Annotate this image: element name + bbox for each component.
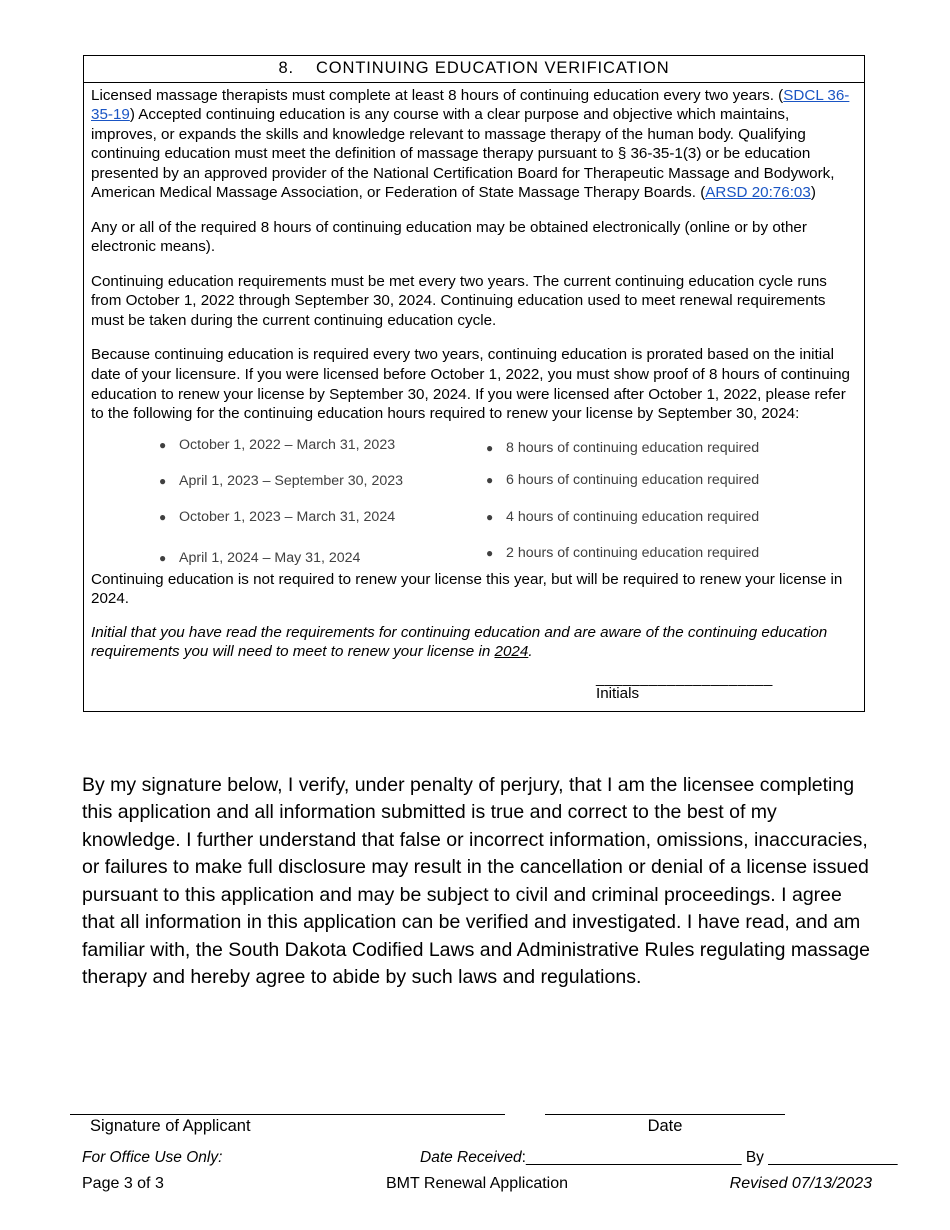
paragraph-text-part3: ) xyxy=(810,184,816,202)
bullet-icon: ● xyxy=(486,440,494,455)
form-name-label: BMT Renewal Application xyxy=(385,1175,569,1192)
paragraph-prorated-intro: Because continuing education is required every two years, continuing education is prorated based on the initial date of your licensure. If you were licensed before October 1, 2022, you must show proof of 8 hours of continuing education to renew your license by September 30, 2024. If you were licensed after October 1, 2022, please refer to the following for the continuing education hours required to renew your license by September 30, 2024: xyxy=(91,346,850,423)
paragraph-cycle-dates: Continuing education requirements must be met every two years. The current continuing education cycle runs from October 1, 2022 through September 30, 2024. Continuing education used to meet renewal requirements must be taken during the current continuing education cycle. xyxy=(91,272,827,329)
paragraph-text-part1: Licensed massage therapists must complete at least 8 hours of continuing education every two years. ( xyxy=(91,86,784,104)
list-item-label: October 1, 2023 – March 31, 2024 xyxy=(179,508,396,525)
section-heading: 8. CONTINUING EDUCATION VERIFICATION xyxy=(84,56,864,83)
arsd-20-76-03-link[interactable]: ARSD 20:76:03 xyxy=(705,184,811,202)
revised-date-label: Revised 07/13/2023 xyxy=(729,1175,872,1192)
paragraph-electronic-hours: Any or all of the required 8 hours of continuing education may be obtained electronically (online or by other electronic means). xyxy=(91,218,807,256)
signature-label: Signature of Applicant xyxy=(90,1117,251,1135)
initial-statement-part1: Initial that you have read the requirements for continuing education and are aware of the continuing education requirements you will need to meet to renew your license in xyxy=(91,623,828,661)
date-received-label: Date Received xyxy=(420,1149,522,1166)
initial-statement-year: 2024 xyxy=(494,643,529,661)
bullet-icon: ● xyxy=(159,509,167,524)
by-input-line[interactable]: _______________ xyxy=(768,1149,898,1166)
list-item-label: October 1, 2022 – March 31, 2023 xyxy=(179,436,396,453)
initials-label: Initials xyxy=(596,685,640,703)
paragraph-not-required-note: Continuing education is not required to renew your license this year, but will be required to renew your license in 2024. xyxy=(91,570,843,608)
office-use-fields xyxy=(420,1149,898,1167)
by-label: By xyxy=(745,1149,764,1166)
list-item-label: 4 hours of continuing education required xyxy=(506,508,760,525)
initial-statement-part2: . xyxy=(528,643,533,661)
date-input-line[interactable] xyxy=(545,1114,785,1115)
list-item-label: April 1, 2024 – May 31, 2024 xyxy=(179,549,361,566)
perjury-statement-paragraph: By my signature below, I verify, under penalty of perjury, that I am the licensee completing this application and all information submitted is true and correct to the best of my knowledge. I further understand that false or incorrect information, omissions, inaccuracies, or failures to make full disclosure may result in the cancellation or denial of a license issued pursuant to this application and may be subject to civil and criminal proceedings. I agree that all information in this application can be verified and investigated. I have read, and am familiar with, the South Dakota Codified Laws and Administrative Rules regulating massage therapy and hereby agree to abide by such laws and regulations. xyxy=(82,774,870,989)
bullet-icon: ● xyxy=(159,473,167,488)
list-item-label: April 1, 2023 – September 30, 2023 xyxy=(179,472,404,489)
page-info-row xyxy=(82,1175,872,1197)
bullet-icon: ● xyxy=(486,472,494,487)
paragraph-text-part2: ) Accepted continuing education is any course with a clear purpose and objective which maintains, improves, or expands the skills and knowledge relevant to massage therapy of the human body. Qualifying continuing education must meet the definition of massage therapy pursuant to § 36-35-1(3) or be education presented by an approved provider of the National Certification Board for Therapeutic Massage and Bodywork, American Medical Massage Association, or Federation of State Massage Therapy Boards. ( xyxy=(91,106,835,202)
date-received-input-line[interactable]: _________________________ xyxy=(525,1149,742,1166)
office-use-label: For Office Use Only: xyxy=(82,1149,223,1166)
bullet-icon: ● xyxy=(486,509,494,524)
bullet-icon: ● xyxy=(486,545,494,560)
date-label: Date xyxy=(647,1117,683,1135)
bullet-icon: ● xyxy=(159,437,167,452)
sdcl-36-35-19-link[interactable]: SDCL 36-35-19 xyxy=(91,86,850,124)
list-item-label: 8 hours of continuing education required xyxy=(506,439,760,456)
initials-input-line[interactable]: ____________________ xyxy=(596,669,773,687)
page-number-label: Page 3 of 3 xyxy=(82,1175,164,1192)
date-received-colon: : xyxy=(521,1149,526,1166)
list-item-label: 6 hours of continuing education required xyxy=(506,471,760,488)
list-item-label: 2 hours of continuing education required xyxy=(506,544,760,561)
bullet-icon: ● xyxy=(159,550,167,565)
signature-input-line[interactable] xyxy=(70,1114,505,1115)
